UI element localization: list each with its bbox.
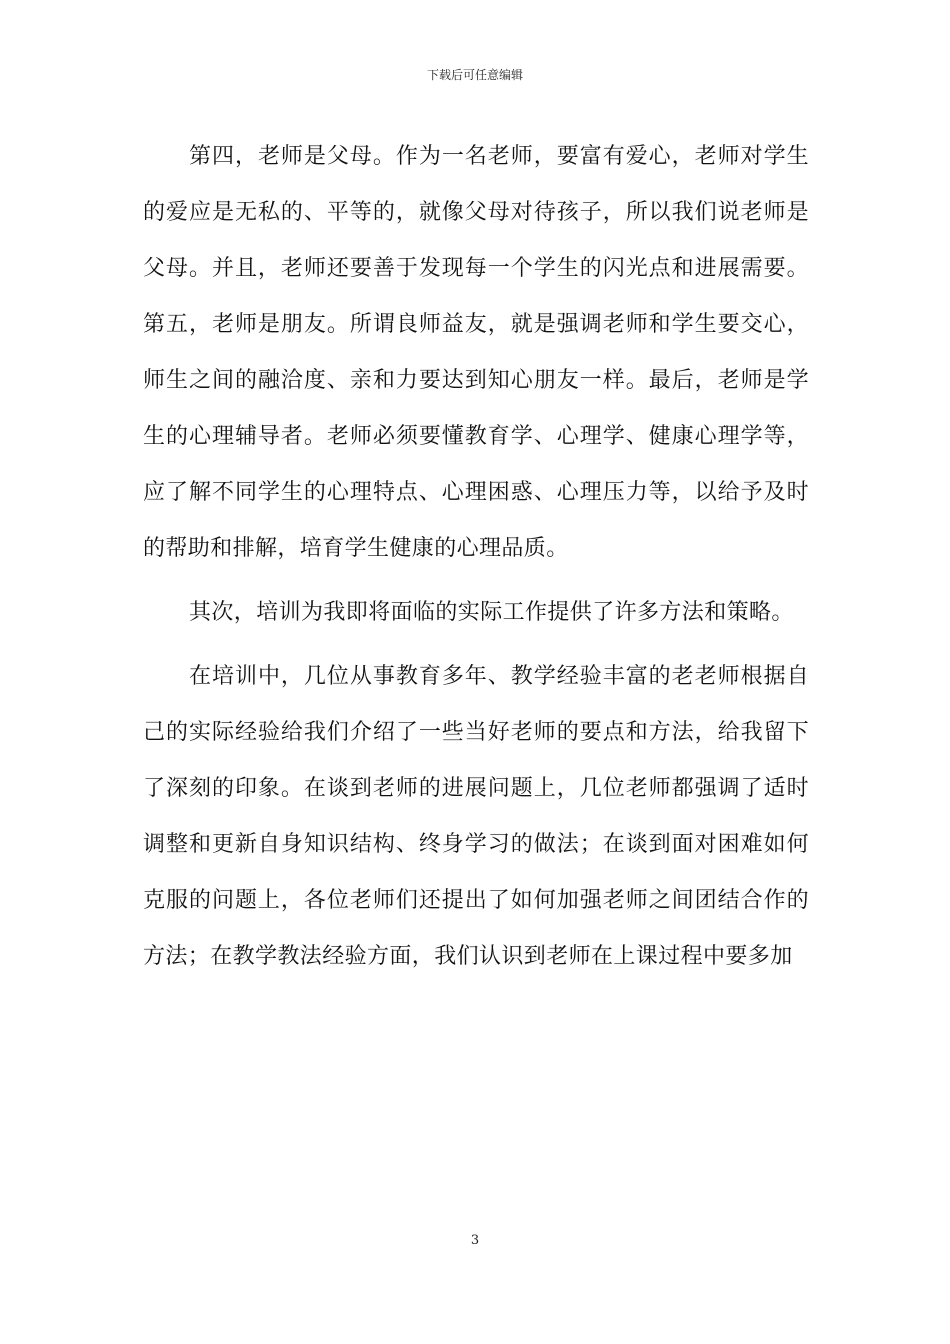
paragraph-methods-intro: 其次，培训为我即将面临的实际工作提供了许多方法和策略。: [189, 600, 794, 625]
paragraph-training-experience: 在培训中，几位从事教育多年、教学经验丰富的老老师根据自己的实际经验给我们介绍了一些当好老师的要点和方法，给我留下了深刻的印象。在谈到老师的进展问题上，几位老师都强调了适时调整和更新自身知识结构、终身学习的做法；在谈到面对困难如何克服的问题上，各位老师们还提出了如何加强老师之间团结合作的方法；在教学教法经验方面，我们认识到老师在上课过程中要多加: [143, 664, 809, 969]
paragraph-teacher-roles: 第四，老师是父母。作为一名老师，要富有爱心，老师对学生的爱应是无私的、平等的，就像父母对待孩子，所以我们说老师是父母。并且，老师还要善于发现每一个学生的闪光点和进展需要。第五，老师是朋友。所谓良师益友，就是强调老师和学生要交心，师生之间的融洽度、亲和力要达到知心朋友一样。最后，老师是学生的心理辅导者。老师必须要懂教育学、心理学、健康心理学等，应了解不同学生的心理特点、心理困惑、心理压力等，以给予及时的帮助和排解，培育学生健康的心理品质。: [143, 144, 809, 561]
page-number: 3: [470, 1233, 480, 1248]
document-body: [143, 129, 809, 985]
header-note: 下载后可任意编辑: [426, 68, 523, 82]
